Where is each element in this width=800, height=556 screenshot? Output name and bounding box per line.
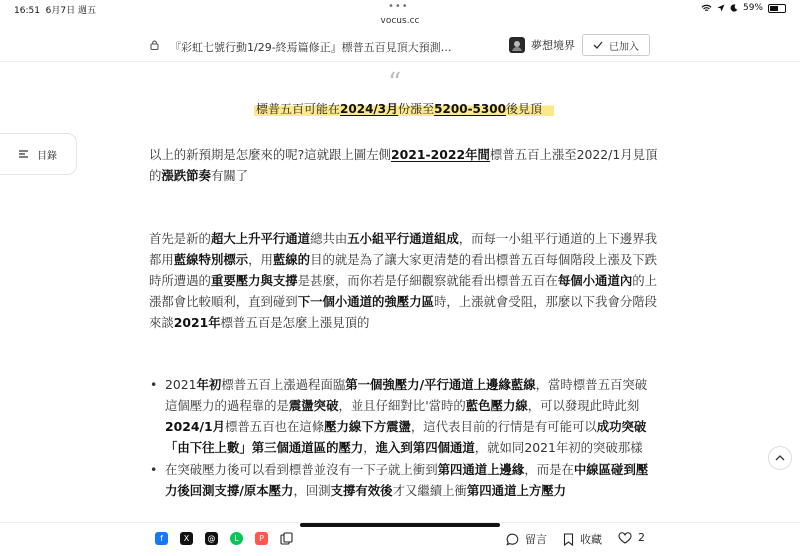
save-button[interactable]: [563, 531, 602, 547]
site-domain[interactable]: vocus.cc: [380, 16, 420, 26]
bold-text: 2021年: [173, 315, 221, 330]
bold-text: 支撐有效後: [330, 483, 393, 498]
quote-text: 標普五百可能在: [256, 102, 341, 116]
avatar[interactable]: [509, 37, 525, 53]
author-info[interactable]: [509, 37, 575, 53]
quote-mark-icon: “: [388, 68, 402, 98]
text: 時，上漲就會受阻，那麼以下我會分階段來談: [149, 294, 658, 330]
text: ，回測: [293, 483, 331, 498]
location-icon: [717, 4, 725, 12]
heart-icon: [618, 532, 632, 544]
text: 的上漲都會比較順利，直到碰到: [149, 273, 658, 309]
check-icon: [593, 41, 603, 49]
facebook-share-icon[interactable]: f: [155, 532, 168, 545]
bold-text: 2021-2022年間: [391, 147, 490, 162]
paragraph-2: [149, 228, 659, 333]
text: 標普五百也在這條: [225, 419, 325, 434]
bottom-action-bar: [0, 522, 800, 556]
bold-text: 年初: [196, 377, 222, 392]
bold-text: 重要壓力與支撐: [210, 273, 298, 288]
lock-icon: [150, 40, 159, 50]
status-time-date: [14, 3, 96, 16]
status-date: 6月7日 週五: [45, 6, 96, 16]
status-right: [701, 3, 786, 13]
comment-button[interactable]: [506, 531, 547, 547]
bold-text: 下一個小通道的強壓力區: [297, 294, 434, 309]
like-button[interactable]: [618, 531, 645, 544]
text: 2021: [165, 377, 197, 392]
bold-text: 超大上升平行通道: [210, 231, 311, 246]
bullet-list: [149, 374, 659, 502]
joined-button[interactable]: [582, 34, 650, 56]
bold-text: 藍色壓力線: [465, 398, 528, 413]
text: ，可以發現此時此刻: [527, 398, 640, 413]
text: ，: [363, 440, 376, 455]
list-icon: [19, 150, 28, 158]
scroll-to-top-button[interactable]: [768, 446, 792, 470]
text: 目的就是為了讓大家更清楚的看出標普五百每個階段上漲及下跌時所遭遇的: [149, 252, 658, 288]
bookmark-icon: [563, 533, 574, 546]
highlight-quote: [254, 100, 554, 118]
text: 才又繼續上衝: [392, 483, 467, 498]
text: 在突破壓力後可以看到標普並沒有一下子就上衝到: [165, 462, 438, 477]
avatar-image-icon: [511, 39, 523, 51]
article-header: [0, 30, 800, 62]
quote-target: 5200-5300: [434, 102, 506, 116]
bold-text: 2024/1月: [165, 419, 226, 434]
joined-label: 已加入: [609, 41, 639, 53]
paragraph-1: [149, 144, 659, 186]
bold-text: 成功突破「由下往上數」第三個通道區的壓力: [165, 419, 647, 455]
bold-text: 震盪突破: [288, 398, 339, 413]
quote-text: 份漲至: [398, 102, 435, 116]
bold-text: 第一個強壓力/平行通道上邊緣藍線: [345, 377, 536, 392]
battery-percent: 59%: [742, 3, 763, 13]
toc-label: 目錄: [37, 150, 57, 162]
text: 標普五百上漲過程面臨: [221, 377, 346, 392]
status-bar: [0, 0, 800, 16]
text: 標普五百是怎麼上漲見頂的: [220, 315, 370, 330]
bold-text: 中線區碰到壓力後回測支撐/原本壓力: [165, 462, 649, 498]
quote-date: 2024/3月: [340, 102, 399, 116]
text: 標普五百上漲至2022/1月見頂的: [149, 147, 658, 183]
multitask-dots-icon[interactable]: •••: [388, 1, 409, 12]
text: 總共由: [310, 231, 348, 246]
text: ，而每一小組平行通道的上下邊界我都用: [149, 231, 658, 267]
list-item: [149, 459, 659, 501]
bold-text: 壓力線下方震盪: [324, 419, 411, 434]
text: 有關了: [210, 168, 249, 183]
moon-icon: [730, 4, 738, 12]
toc-button[interactable]: [0, 133, 77, 175]
status-time: 16:51: [14, 6, 40, 16]
bold-text: 第四通道上邊緣: [437, 462, 525, 477]
line-share-icon[interactable]: L: [230, 532, 243, 545]
text: ，這代表目前的行情是有可能可以: [410, 419, 597, 434]
bold-text: 第四通道上方壓力: [466, 483, 567, 498]
threads-share-icon[interactable]: @: [205, 532, 218, 545]
text: ，就如同2021年初的突破那樣: [474, 440, 643, 455]
text: 首先是新的: [149, 231, 211, 246]
bold-text: 每個小通道內: [557, 273, 633, 288]
list-item: [149, 374, 659, 458]
x-share-icon[interactable]: X: [180, 532, 193, 545]
bold-text: 藍線的: [272, 252, 311, 267]
like-count: 2: [638, 531, 645, 544]
chevron-up-icon: [775, 455, 785, 461]
bold-text: 藍線特別標示: [173, 252, 249, 267]
home-indicator[interactable]: [300, 523, 500, 527]
battery-icon: [768, 4, 786, 13]
author-name[interactable]: 夢想境界: [531, 39, 575, 52]
quote-text: 後見頂: [505, 102, 542, 116]
comment-label: 留言: [525, 533, 547, 546]
article-title[interactable]: 『彩虹七號行動1/29-終焉篇修正』標普五百見頂大預測…: [170, 41, 452, 54]
text: 以上的新預期是怎麼來的呢?這就跟上圖左側: [149, 147, 391, 162]
wifi-icon: [701, 4, 712, 13]
text: ，當時標普五百突破這個壓力的過程靠的是: [165, 377, 648, 413]
text: ，而是在: [524, 462, 574, 477]
save-label: 收藏: [580, 533, 602, 546]
text: ，用: [248, 252, 273, 267]
comment-icon: [506, 533, 519, 546]
text: 是甚麼，而你若是仔細觀察就能看出標普五百在: [297, 273, 558, 288]
bold-text: 五小組平行通道組成: [347, 231, 459, 246]
plurk-share-icon[interactable]: P: [255, 532, 268, 545]
text: ，並且仔細對比'當時的: [338, 398, 466, 413]
bold-text: 進入到第四個通道: [375, 440, 475, 455]
copy-link-icon[interactable]: [280, 532, 293, 545]
bold-text: 漲跌節奏: [161, 168, 211, 183]
